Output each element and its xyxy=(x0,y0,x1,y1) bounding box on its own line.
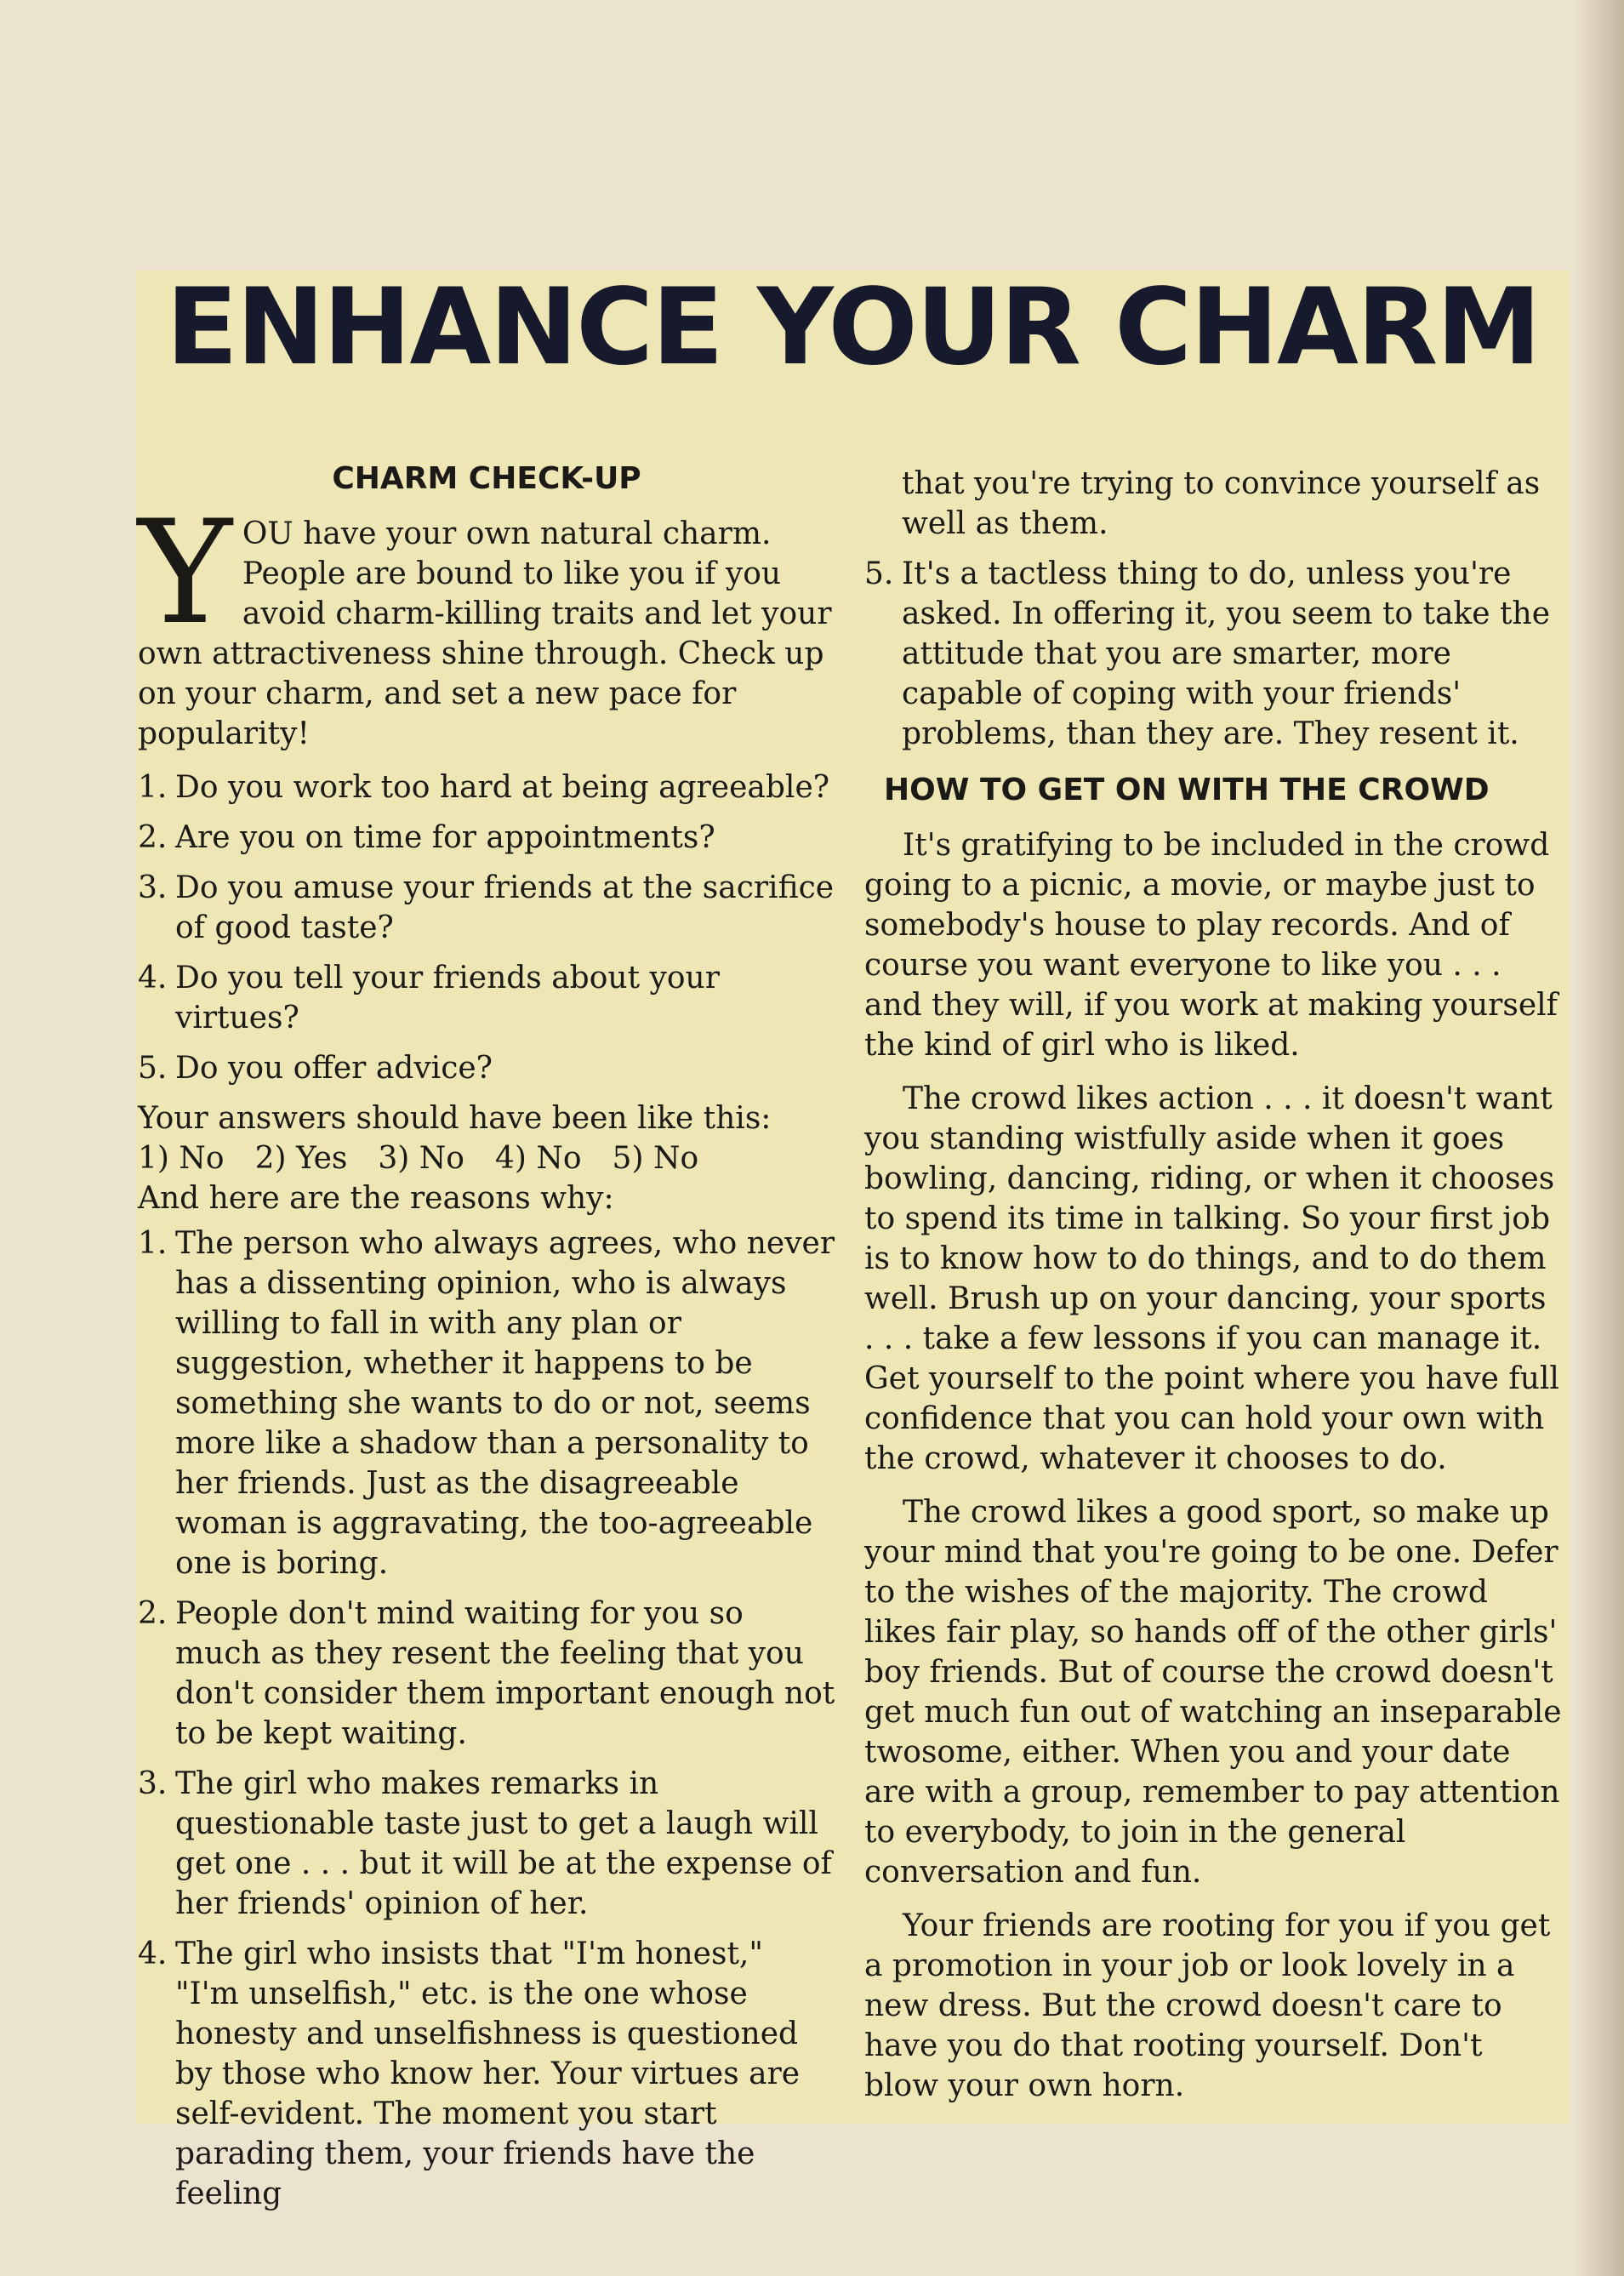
item-number: 1. xyxy=(138,1226,168,1261)
reason-text: The girl who insists that "I'm honest," "I'm unselfish," etc. is the one whose honesty and unselfishness is questioned by those who know her. Your virtues are self-evident. The moment you start parading them, your friends have the feeling xyxy=(175,1937,801,2211)
list-item xyxy=(138,1224,835,1583)
item-number: 2. xyxy=(138,1596,168,1631)
reason-text: People don't mind waiting for you so much as they resent the feeling that you don't consider them important enough not to be kept waiting. xyxy=(175,1596,835,1751)
answers-lead: Your answers should have been like this: xyxy=(138,1101,772,1136)
item-number: 2. xyxy=(138,820,168,855)
list-item xyxy=(138,958,835,1038)
list-item xyxy=(138,868,835,948)
reason-text: The girl who makes remarks in questionable taste just to get a laugh will get one . . . but it will be at the expense of her friends' opinion of her. xyxy=(175,1766,832,1921)
reason-text: The person who always agrees, who never has a dissenting opinion, who is always willing to fall in with any plan or suggestion, whether it happens to be something she wants to do or not, seems more like a shadow than a personality to her friends. Just as the disagreeable woman is aggravating, the too-agreeable one is boring. xyxy=(175,1226,835,1581)
question-text: Do you tell your friends about your virtues? xyxy=(175,961,720,1035)
body-paragraph: The crowd likes action . . . it doesn't want you standing wistfully aside when it goes bowling, dancing, riding, or when it chooses to spend its time in talking. So your first job is to know how to do things, and to do them well. Brush up on your dancing, your sports . . . take a few lessons if you can manage it. Get yourself to the point where you have full confidence that you can hold your own with the crowd, whatever it chooses to do. xyxy=(864,1081,1559,1476)
quiz-questions xyxy=(138,767,835,1088)
left-column xyxy=(138,459,835,2224)
item-number: 3. xyxy=(138,870,168,905)
question-text: Do you amuse your friends at the sacrifice of good taste? xyxy=(175,870,835,945)
list-item xyxy=(138,818,835,858)
answer-2: 2) Yes xyxy=(254,1141,348,1176)
body-paragraph: It's gratifying to be included in the crowd going to a picnic, a movie, or maybe just to somebody's house to play records. And of course you want everyone to like you . . . and they will, if you work at making yourself the kind of girl who is liked. xyxy=(864,828,1558,1063)
question-text: Do you offer advice? xyxy=(175,1051,493,1086)
item-number: 5. xyxy=(138,1051,168,1086)
section-heading-charm-checkup: CHARM CHECK-UP xyxy=(332,461,641,496)
item-number: 5. xyxy=(864,556,894,591)
item-number: 4. xyxy=(138,961,168,995)
section-heading-crowd: HOW TO GET ON WITH THE CROWD xyxy=(884,773,1490,807)
list-item xyxy=(138,1764,835,1924)
list-item xyxy=(138,1594,835,1754)
item-number: 1. xyxy=(138,770,168,805)
reasons-lead: And here are the reasons why: xyxy=(138,1181,614,1216)
right-column xyxy=(864,464,1562,2119)
answer-1: 1) No xyxy=(138,1141,225,1176)
intro-paragraph xyxy=(138,489,835,754)
question-text: Are you on time for appointments? xyxy=(175,820,715,855)
reason-text: It's a tactless thing to do, unless you're asked. In offering it, you seem to take the attitude that you are smarter, more capable of coping with your friends' problems, than they are. They resent it. xyxy=(902,556,1550,751)
question-text: Do you work too hard at being agreeable? xyxy=(175,770,830,805)
list-item xyxy=(138,1048,835,1088)
item-number: 3. xyxy=(138,1766,168,1801)
list-item xyxy=(138,767,835,807)
body-paragraph: Your friends are rooting for you if you get a promotion in your job or look lovely in a new dress. But the crowd doesn't care to have you do that rooting yourself. Don't blow your own horn. xyxy=(864,1908,1551,2103)
reasons-list-continued xyxy=(864,554,1562,754)
answer-3: 3) No xyxy=(378,1141,464,1176)
list-item xyxy=(138,1934,835,2214)
continuation-text: that you're trying to convince yourself as well as them. xyxy=(902,466,1541,541)
body-paragraph: The crowd likes a good sport, so make up your mind that you're going to be one. Defer to the wishes of the majority. The crowd likes fair play, so hands off of the other girls' boy friends. But of course the crowd doesn't get much fun out of watching an inseparable twosome, either. When you and your date are with a group, remember to pay attention to everybody, to join in the general conversation and fun. xyxy=(864,1495,1562,1890)
reasons-list xyxy=(138,1224,835,2214)
answer-4: 4) No xyxy=(494,1141,582,1176)
answer-5: 5) No xyxy=(612,1141,699,1176)
intro-text: OU have your own natural charm. People are bound to like you if you avoid charm-killing traits and let your own attractiveness shine through. Check up on your charm, and set a new pace for popularity! xyxy=(138,516,832,751)
answers-line xyxy=(138,1138,835,1178)
page-edge-shadow xyxy=(1573,0,1624,2276)
drop-cap: Y xyxy=(138,489,232,656)
list-item xyxy=(864,554,1562,754)
item-number: 4. xyxy=(138,1937,168,1971)
page-title: ENHANCE YOUR CHARM xyxy=(166,266,1540,389)
